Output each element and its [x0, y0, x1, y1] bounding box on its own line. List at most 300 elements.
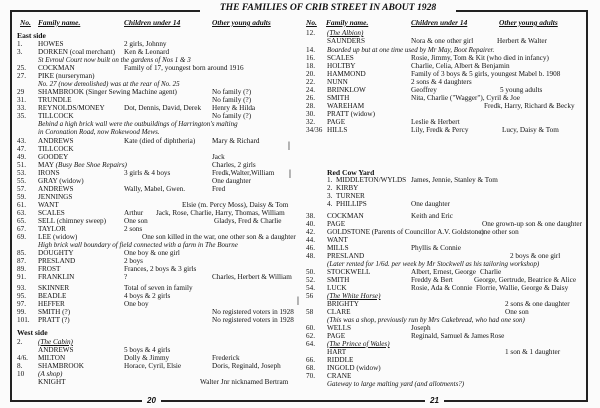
children-under-14: ? — [124, 273, 128, 281]
house-number: 46. — [306, 244, 315, 252]
header-family-right: Family name. — [326, 18, 369, 27]
other-young-adults: Jack — [212, 153, 225, 161]
other-young-adults: Doris, Reginald, Joseph — [212, 362, 281, 370]
family-name — [38, 185, 74, 193]
other-young-adults: Florrie, Wallie, George & Daisy — [476, 284, 569, 292]
family-name — [38, 225, 66, 233]
house-number: 56 — [306, 292, 314, 300]
family-name-text: CRANE — [327, 372, 352, 380]
family-name — [327, 118, 345, 126]
header-children-right: Children under 14 — [411, 18, 468, 27]
other-young-adults: Rose — [490, 332, 505, 340]
family-name-text: SMITH — [327, 276, 350, 284]
family-name-text: MAY — [38, 161, 54, 169]
house-number: 28. — [306, 102, 315, 110]
business-name: (Busy Bee Shoe Repairs) — [55, 161, 127, 169]
note-text: No. 27 (now demolished) was at the rear of No. 25 — [38, 80, 180, 88]
family-name — [327, 29, 363, 37]
house-number: 55. — [17, 177, 26, 185]
house-number: 32. — [306, 118, 315, 126]
family-name — [38, 346, 74, 354]
family-name — [38, 300, 65, 308]
children-under-14: Wally, Mabel, Gwen. — [124, 185, 186, 193]
west-side-label: West side — [17, 328, 48, 337]
family-name-text: DORKEN (coal merchant) — [38, 48, 116, 56]
house-number: 12. — [306, 29, 315, 37]
page-number-left: 20 — [142, 396, 161, 406]
children-under-14: Family of 17, youngest born around 1916 — [124, 64, 244, 72]
family-name — [327, 102, 364, 110]
children-under-14: Reginald, Samuel & James — [411, 332, 489, 340]
family-name-text: WELLS — [327, 324, 351, 332]
house-number: 1. — [327, 176, 333, 184]
house-number: 18. — [306, 62, 315, 70]
family-name-text: MILLS — [327, 244, 349, 252]
house-number: 66. — [306, 356, 315, 364]
other-young-adults: Fredk, Harry, Richard & Becky — [484, 102, 575, 110]
house-number: 53. — [17, 169, 26, 177]
family-name-text: ANDREWS — [38, 137, 74, 145]
family-name-text: HEFFER — [38, 300, 65, 308]
family-name-text: HOLTBY — [327, 62, 356, 70]
house-number: 57. — [17, 185, 26, 193]
family-name-text: HART — [327, 348, 347, 356]
family-name-text: TRUNDLE — [38, 96, 72, 104]
house-number: 29 — [17, 88, 25, 96]
family-name-text: SHAMBROOK (Singer Sewing Machine agent) — [38, 88, 177, 96]
family-name-text: HILLS — [327, 126, 348, 134]
family-name — [327, 324, 351, 332]
other-young-adults: one other son — [480, 228, 519, 236]
children-under-14: Rosie, Ada & Connie — [411, 284, 473, 292]
house-number: 64. — [306, 340, 315, 348]
family-name-text: JENNINGS — [38, 193, 73, 201]
family-name — [38, 265, 60, 273]
other-young-adults: No family (?) — [212, 88, 252, 96]
family-name — [327, 244, 349, 252]
children-under-14: 4 boys & 2 girls — [124, 292, 171, 300]
family-name-text: LEE (widow) — [38, 233, 78, 241]
house-number: 25. — [17, 64, 26, 72]
family-name-text: TAYLOR — [38, 225, 66, 233]
family-name-text: ANDREWS — [38, 346, 74, 354]
children-under-14: Geoffrey — [411, 86, 437, 94]
children-under-14: Phyllis & Connie — [411, 244, 461, 252]
house-number: 16. — [306, 54, 315, 62]
building-name: (The White Horse) — [327, 292, 381, 300]
note-text: Boarded up but at one time used by Mr May, Boot Repairer. — [327, 46, 495, 54]
house-number: 68. — [306, 364, 315, 372]
family-name — [327, 110, 375, 118]
family-name-text: PHILLIPS — [336, 200, 367, 208]
family-name-text: LUCK — [327, 284, 347, 292]
other-young-adults: No registered voters in 1928 — [212, 308, 294, 316]
family-name — [38, 217, 106, 225]
house-number: 99. — [17, 308, 26, 316]
other-young-adults: George, Gertrude, Beatrice & Alice — [474, 276, 577, 284]
family-name — [38, 104, 105, 112]
family-name-text: REYNOLDS/MONEY — [38, 104, 105, 112]
family-name — [327, 348, 346, 356]
other-young-adults: No registered voters in 1928 — [212, 316, 294, 324]
family-name — [38, 161, 127, 169]
red-cow-yard-label: Red Cow Yard — [327, 168, 375, 177]
other-young-adults: One son — [505, 308, 529, 316]
family-name — [38, 284, 69, 292]
house-number: 10 — [17, 370, 25, 378]
family-name — [327, 37, 365, 45]
family-name-text: SAUNDERS — [327, 37, 365, 45]
house-number: 20. — [306, 70, 315, 78]
family-name — [38, 249, 74, 257]
building-name: (The Prince of Wales) — [327, 340, 390, 348]
family-name-text: COCKMAN — [38, 64, 75, 72]
building-name: (The Albion) — [327, 29, 364, 37]
house-number: 58 — [306, 308, 314, 316]
note-text: Gateway to large malting yard (and allotments?) — [327, 380, 465, 388]
house-number: 51. — [17, 161, 26, 169]
family-name-text: INGOLD (widow) — [327, 364, 381, 372]
children-under-14: 3 girls & 4 boys — [124, 169, 171, 177]
note-text: in Coronation Road, now Rokewood Mews. — [38, 128, 160, 136]
children-under-14: Charlie, Celia, Albert & Benjamin — [411, 62, 510, 70]
house-number: 61. — [17, 201, 26, 209]
family-name-text: WANT — [38, 201, 59, 209]
family-name — [327, 54, 354, 62]
family-name-text: KIRBY — [336, 184, 359, 192]
house-number: 85. — [17, 249, 26, 257]
family-name-text: PAGE — [327, 332, 346, 340]
house-number: 2. — [327, 184, 333, 192]
house-number: 4. — [327, 200, 333, 208]
children-under-14: Arthur — [124, 209, 144, 217]
family-name — [38, 40, 64, 48]
family-name — [327, 252, 364, 260]
other-young-adults: No family (?) — [212, 96, 252, 104]
family-name-text: HOWES — [38, 40, 64, 48]
family-name — [38, 292, 66, 300]
children-under-14: Leslie & Herbert — [411, 118, 460, 126]
other-young-adults: Elsie (m. Percy Moss), Daisy & Tom — [182, 201, 289, 209]
other-young-adults: 1 son & 1 daughter — [505, 348, 561, 356]
house-number: 59. — [17, 193, 26, 201]
family-name — [327, 372, 351, 380]
other-young-adults: Lucy, Daisy & Tom — [502, 126, 559, 134]
children-under-14: One son — [124, 217, 148, 225]
children-under-14: Nita, Charlie ("Wagger"), Cyril & Joe — [411, 94, 520, 102]
family-name — [327, 300, 359, 308]
children-under-14: Dot, Dennis, David, Derek — [124, 104, 202, 112]
family-name — [38, 153, 68, 161]
family-name-text: HAMMOND — [327, 70, 366, 78]
business-name: (A shop) — [38, 370, 63, 378]
children-under-14: 2 boys — [124, 257, 143, 265]
pen-mark: | — [288, 140, 290, 150]
family-name — [38, 233, 77, 241]
children-under-14: One daughter — [411, 200, 450, 208]
family-name-text: PAGE — [327, 118, 346, 126]
house-number: 26. — [306, 94, 315, 102]
house-number: 44. — [306, 236, 315, 244]
family-name-text: MILTON — [38, 354, 66, 362]
note-text: (This was a shop, previously run by Mrs Cakebread, who had one son) — [327, 316, 525, 324]
children-under-14: One boy — [124, 300, 149, 308]
family-name — [38, 316, 70, 324]
house-number: 8. — [17, 362, 23, 370]
family-name-text: PRESLAND — [38, 257, 76, 265]
family-name — [38, 209, 65, 217]
family-name — [327, 228, 484, 236]
pen-mark: | — [297, 295, 299, 305]
family-name — [38, 96, 72, 104]
house-number: 1. — [17, 40, 23, 48]
family-name-text: PRESLAND — [327, 252, 365, 260]
family-name-text: GOLDSTONE (Parents of Councillor A.V. Goldstone) — [327, 228, 484, 236]
house-number: 35. — [17, 112, 26, 120]
house-number: 30. — [306, 110, 315, 118]
house-number: 2. — [17, 338, 23, 346]
page-number-right: 21 — [425, 396, 444, 406]
family-name-text: IRONS — [38, 169, 60, 177]
other-young-adults: Gladys, Fred & Charlie — [214, 217, 282, 225]
house-number: 31. — [17, 96, 26, 104]
family-name — [327, 332, 345, 340]
children-under-14: Nora & one other girl — [411, 37, 474, 45]
family-name-text: TURNER — [336, 192, 365, 200]
family-name-text: PAGE — [327, 220, 346, 228]
family-name-text: NUNN — [327, 78, 348, 86]
family-name-text: GOODEY — [38, 153, 69, 161]
family-name — [327, 236, 348, 244]
page-title: THE FAMILIES OF CRIB STREET IN ABOUT 1928 — [200, 2, 456, 13]
children-under-14: Rosie, Jimmy, Tom & Kit (who died in infancy) — [411, 54, 549, 62]
family-name-text: MIDDLETON/WYLDS — [336, 176, 407, 184]
house-number: 50. — [306, 268, 315, 276]
family-name-text: FRANKLIN — [38, 273, 75, 281]
family-name-text: SHAMBROOK — [38, 362, 84, 370]
house-number: 87. — [17, 257, 26, 265]
family-name — [327, 78, 348, 86]
family-name — [327, 220, 345, 228]
house-number: 24. — [306, 86, 315, 94]
family-name — [38, 308, 70, 316]
children-under-14: One boy & one girl — [124, 249, 180, 257]
family-name-text: SCALES — [38, 209, 65, 217]
family-name — [38, 378, 66, 386]
other-young-adults: Walter Jnr nicknamed Bertram — [200, 378, 289, 386]
children-under-14: Dolly & Jimmy — [124, 354, 170, 362]
other-young-adults: One grown-up son & one daughter — [482, 220, 583, 228]
family-name — [38, 257, 75, 265]
family-name — [327, 94, 349, 102]
family-name — [327, 284, 347, 292]
note-text: (Later rented for 1/6d. per week by Mr Stockwell as his tailoring workshop) — [327, 260, 540, 268]
house-number: 67. — [17, 225, 26, 233]
house-number: 91. — [17, 273, 26, 281]
other-young-adults: Fred — [212, 185, 226, 193]
family-name-text: STOCKWELL — [327, 268, 371, 276]
children-under-14: Keith and Eric — [411, 212, 453, 220]
building-name: (The Cabin) — [38, 338, 73, 346]
other-young-adults: 2 sons & one daughter — [505, 300, 570, 308]
family-name — [38, 88, 177, 96]
family-name-text: ANDREWS — [38, 185, 74, 193]
house-number: 34/36 — [306, 126, 323, 134]
other-young-adults: 5 young adults — [500, 86, 543, 94]
family-name-text: SMITH — [327, 94, 350, 102]
family-name — [327, 86, 366, 94]
house-number: 42. — [306, 228, 315, 236]
family-name — [38, 145, 74, 153]
house-number: 63. — [17, 209, 26, 217]
header-no-right: No. — [306, 18, 317, 27]
children-under-14: Ken & Leonard — [124, 48, 170, 56]
family-name — [327, 276, 349, 284]
family-name-text: BRIGHTY — [327, 300, 359, 308]
note-text: High brick wall boundary of field connected with a farm in The Bourne — [38, 241, 238, 249]
house-number: 40. — [306, 220, 315, 228]
family-name-text: FROST — [38, 265, 61, 273]
house-number: 33. — [17, 104, 26, 112]
house-number: 89. — [17, 265, 26, 273]
family-name-text: COCKMAN — [327, 212, 364, 220]
house-number: 4/6. — [17, 354, 28, 362]
children-under-14: 5 boys & 4 girls — [124, 346, 171, 354]
children-under-14: 2 sons — [124, 225, 143, 233]
family-name — [38, 72, 95, 80]
family-name-text: TILLCOCK — [38, 112, 74, 120]
family-name — [336, 192, 365, 200]
other-young-adults: One son killed in the war, one other son & a daughter — [142, 233, 296, 241]
family-name-text: TILLCOCK — [38, 145, 74, 153]
other-young-adults: Herbert & Walter — [497, 37, 547, 45]
family-name — [38, 177, 84, 185]
family-name-text: PIKE (nurseryman) — [38, 72, 95, 80]
note-text: Behind a high brick wall were the outbuildings of Harrington's malting — [38, 120, 238, 128]
family-name — [38, 112, 74, 120]
other-young-adults: Fredk,Walter,William — [212, 169, 275, 177]
other-young-adults: Charles, Herbert & William — [212, 273, 292, 281]
house-number: 97. — [17, 300, 26, 308]
family-name-text: SMITH (?) — [38, 308, 71, 316]
family-name-text: WANT — [327, 236, 348, 244]
children-under-14: Freddy & Bert — [411, 276, 453, 284]
children-under-14: 2 sons & 4 daughters — [411, 78, 472, 86]
other-young-adults: No family (?) — [212, 112, 252, 120]
family-name-text: RIDDLE — [327, 356, 354, 364]
other-young-adults: Henry & Hilda — [212, 104, 256, 112]
header-family-left: Family name. — [38, 18, 81, 27]
header-children-left: Children under 14 — [124, 18, 181, 27]
family-name-text: BEADLE — [38, 292, 67, 300]
other-young-adults: 2 boys & one girl — [510, 252, 561, 260]
header-adults-right: Other young adults — [499, 18, 558, 27]
children-under-14: James, Jennie, Stanley & Tom — [411, 176, 498, 184]
family-name — [38, 354, 65, 362]
house-number: 43. — [17, 137, 26, 145]
family-name-text: BRINKLOW — [327, 86, 366, 94]
family-name — [336, 176, 406, 184]
family-name — [327, 340, 390, 348]
house-number: 14. — [306, 46, 315, 54]
other-young-adults: Frederick — [212, 354, 240, 362]
house-number: 95. — [17, 292, 26, 300]
other-young-adults: One daughter — [212, 177, 251, 185]
family-name — [38, 338, 73, 346]
house-number: 69. — [17, 233, 26, 241]
family-name — [327, 212, 364, 220]
pen-mark: | — [289, 168, 291, 178]
family-name-text: WAREHAM — [327, 102, 365, 110]
family-name-text: GRAY (widow) — [38, 177, 84, 185]
family-name-text: SKINNER — [38, 284, 70, 292]
other-young-adults: Jack, Rose, Charlie, Harry, Thomas, William — [156, 209, 285, 217]
family-name — [38, 193, 72, 201]
east-side-label: East side — [17, 31, 46, 40]
house-number: 27. — [17, 72, 26, 80]
family-name-text: DOUGHTY — [38, 249, 74, 257]
family-name — [38, 362, 84, 370]
children-under-14: Frances, 2 boys & 3 girls — [124, 265, 197, 273]
family-name — [327, 308, 351, 316]
family-name — [38, 64, 75, 72]
header-no-left: No. — [20, 18, 31, 27]
note-text: St Evroul Court now built on the gardens of Nos 1 & 3 — [38, 56, 191, 64]
family-name — [38, 48, 115, 56]
family-name — [327, 268, 370, 276]
house-number: 49. — [17, 153, 26, 161]
children-under-14: Total of seven in family — [124, 284, 193, 292]
family-name — [38, 201, 59, 209]
children-under-14: 2 girls, Johnny — [124, 40, 167, 48]
children-under-14: Horace, Cyril, Elsie — [124, 362, 182, 370]
family-name — [327, 70, 366, 78]
house-number: 93. — [17, 284, 26, 292]
house-number: 3. — [327, 192, 333, 200]
other-young-adults: Charles, 2 girls — [212, 161, 256, 169]
children-under-14: Joseph — [411, 324, 431, 332]
family-name — [336, 200, 367, 208]
house-number: 70. — [306, 372, 315, 380]
family-name — [327, 62, 356, 70]
family-name — [38, 169, 60, 177]
family-name-text: PRATT (?) — [38, 316, 70, 324]
house-number: 60. — [306, 324, 315, 332]
house-number: 52. — [306, 276, 315, 284]
family-name-text: CLARE — [327, 308, 351, 316]
house-number: 3. — [17, 48, 23, 56]
house-number: 65. — [17, 217, 26, 225]
header-adults-left: Other young adults — [212, 18, 271, 27]
house-number: 54. — [306, 284, 315, 292]
family-name — [327, 292, 381, 300]
house-number: 62. — [306, 332, 315, 340]
family-name-text: SCALES — [327, 54, 354, 62]
house-number: 38. — [306, 212, 315, 220]
family-name-text: KNIGHT — [38, 378, 66, 386]
family-name — [336, 184, 358, 192]
house-number: 101. — [17, 316, 30, 324]
other-young-adults: Mary & Richard — [212, 137, 260, 145]
other-young-adults: Charlie — [480, 268, 502, 276]
family-name — [38, 273, 74, 281]
children-under-14: Albert, Ernest, George — [411, 268, 476, 276]
house-number: 22. — [306, 78, 315, 86]
family-name — [327, 356, 353, 364]
family-name — [38, 370, 62, 378]
family-name — [327, 126, 347, 134]
children-under-14: Lily, Fredk & Percy — [411, 126, 469, 134]
